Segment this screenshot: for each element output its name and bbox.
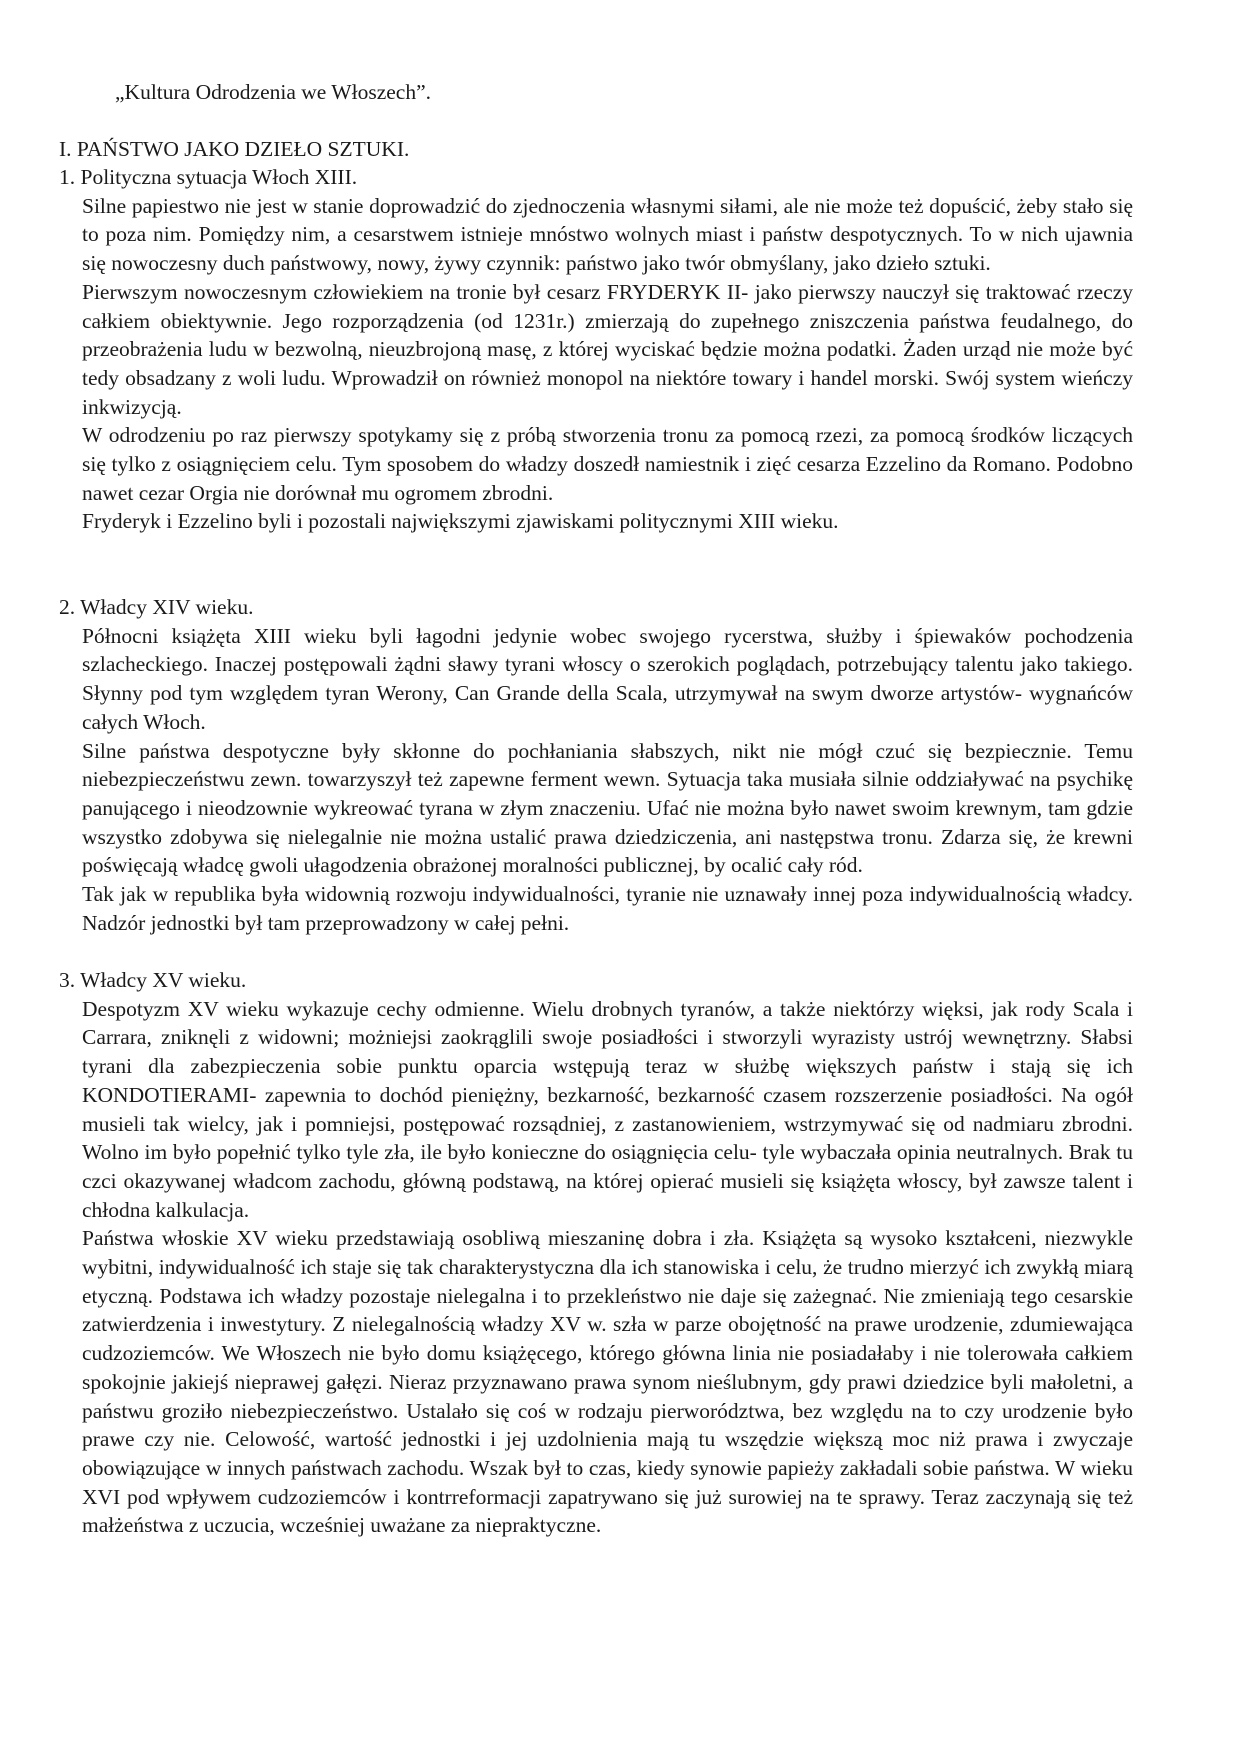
paragraph: W odrodzeniu po raz pierwszy spotykamy się z próbą stworzenia tronu za pomocą rzezi, za pomocą środków liczących się tylko z osiągnięciem celu. Tym sposobem do władzy doszedł namiestnik i zięć cesarza Ezzelino da Romano. Podobno nawet cezar Orgia nie dorównał mu ogromem zbrodni. <box>82 423 1133 505</box>
paragraph: Północni książęta XIII wieku byli łagodni jedynie wobec swojego rycerstwa, służby i śpiewaków pochodzenia szlacheckiego. Inaczej postępowali żądni sławy tyrani włoscy o szerokich poglądach, potrzebujący talentu jako takiego. Słynny pod tym względem tyran Werony, Can Grande della Scala, utrzymywał na swym dworze artystów- wygnańców całych Włoch. <box>82 623 1133 734</box>
paragraph: Silne papiestwo nie jest w stanie doprowadzić do zjednoczenia własnymi siłami, ale nie może też dopuścić, żeby stało się to poza nim. Pomiędzy nim, a cesarstwem istnieje mnóstwo wolnych miast i państw despotycznych. To w nich ujawnia się nowoczesny duch państwowy, nowy, żywy czynnik: państwo jako twór obmyślany, jako dzieło sztuki. <box>82 193 1133 276</box>
paragraph: Silne państwa despotyczne były skłonne do pochłaniania słabszych, nikt nie mógł czuć się bezpiecznie. Temu niebezpieczeństwu zewn. towarzyszył też zapewne ferment wewn. Sytuacja taka musiała silnie oddziaływać na psychikę panującego i nieodzownie wykreować tyrana w złym znaczeniu. Ufać nie można było nawet swoim krewnym, tam gdzie wszystko zdobywa się nielegalnie nie można ustalić prawa dziedziczenia, ani następstwa tronu. Zdarza się, że krewni poświęcają władcę gwoli ułagodzenia obrażonej moralności publicznej, by ocalić cały ród. <box>82 738 1133 878</box>
paragraph: Pierwszym nowoczesnym człowiekiem na tronie był cesarz FRYDERYK II- jako pierwszy nauczył się traktować rzeczy całkiem obiektywnie. Jego rozporządzenia (od 1231r.) zmierzają do zupełnego zniszczenia państwa feudalnego, do przeobrażenia ludu w bezwolną, nieuzbrojoną masę, z której wyciskać będzie można podatki. Żaden urząd nie może być tedy obsadzany z woli ludu. Wprowadził on również monopol na niektóre towary i handel morski. Swój system wieńczy inkwizycją. <box>82 279 1133 419</box>
subsection-body <box>82 192 1133 536</box>
subsection-heading: 1. Polityczna sytuacja Włoch XIII. <box>59 165 358 189</box>
subsection-body <box>82 995 1133 1540</box>
subsection-body <box>82 622 1133 938</box>
paragraph: Państwa włoskie XV wieku przedstawiają osobliwą mieszaninę dobra i zła. Książęta są wysoko kształceni, niezwykle wybitni, indywidualność ich staje się tak charakterystyczna dla ich stanowiska i celu, że trudno mierzyć ich zwykłą miarą etyczną. Podstawa ich władzy pozostaje nielegalna i to przekleństwo nie daje się zażegnać. Nie zmieniają tego cesarskie zatwierdzenia i inwestytury. Z nielegalnością władzy XV w. szła w parze obojętność na prawe urodzenie, zdumiewająca cudzoziemców. We Włoszech nie było domu książęcego, którego główna linia nie posiadałaby i nie tolerowała całkiem spokojnie jakiejś nieprawej gałęzi. Nieraz przyznawano prawa synom nieślubnym, gdy prawi dziedzice byli małoletni, a państwu groziło niebezpieczeństwo. Ustalało się coś w rodzaju pierworództwa, bez względu na to czy urodzenie było prawe czy nie. Celowość, wartość jednostki i jej uzdolnienia mają tu wszędzie większą moc niż prawa i zwyczaje obowiązujące w innych państwach zachodu. Wszak był to czas, kiedy synowie papieży zakładali sobie państwa. W wieku XVI pod wpływem cudzoziemców i kontrreformacji zapatrywano się już surowiej na te sprawy. Teraz zaczynają się też małżeństwa z uczucia, wcześniej uważane za niepraktyczne. <box>82 1226 1133 1538</box>
document-title: „Kultura Odrodzenia we Włoszech”. <box>115 80 431 104</box>
subsection-2 <box>59 593 1133 937</box>
section-heading: I. PAŃSTWO JAKO DZIEŁO SZTUKI. <box>59 137 410 161</box>
subsection-1 <box>59 163 1133 536</box>
paragraph: Despotyzm XV wieku wykazuje cechy odmienne. Wielu drobnych tyranów, a także niektórzy więksi, jak rody Scala i Carrara, zniknęli z widowni; możniejsi zaokrąglili swoje posiadłości i stworzyli wyrazisty ustrój wewnętrzny. Słabsi tyrani dla zabezpieczenia sobie punktu oparcia wstępują teraz w służbę większych państw i stają się ich KONDOTIERAMI- zapewnia to dochód pieniężny, bezkarność, bezkarność czasem rozszerzenie posiadłości. Na ogół musieli tak wielcy, jak i pomniejsi, postępować rozsądniej, z zastanowieniem, wstrzymywać się od nadmiaru zbrodni. Wolno im było popełnić tylko tyle zła, ile było konieczne do osiągnięcia celu- tyle wybaczała opinia neutralnych. Brak tu czci okazywanej władcom zachodu, główną podstawą, na której opierać musieli się książęta włoscy, był zawsze talent i chłodna kalkulacja. <box>82 996 1133 1222</box>
subsection-heading: 3. Władcy XV wieku. <box>59 968 247 992</box>
paragraph: Tak jak w republika była widownią rozwoju indywidualności, tyranie nie uznawały innej poza indywidualnością władcy. Nadzór jednostki był tam przeprowadzony w całej pełni. <box>82 882 1133 935</box>
paragraph: Fryderyk i Ezzelino byli i pozostali największymi zjawiskami politycznymi XIII wieku. <box>82 509 839 534</box>
subsection-3 <box>59 966 1133 1540</box>
subsection-heading: 2. Władcy XIV wieku. <box>59 595 254 619</box>
